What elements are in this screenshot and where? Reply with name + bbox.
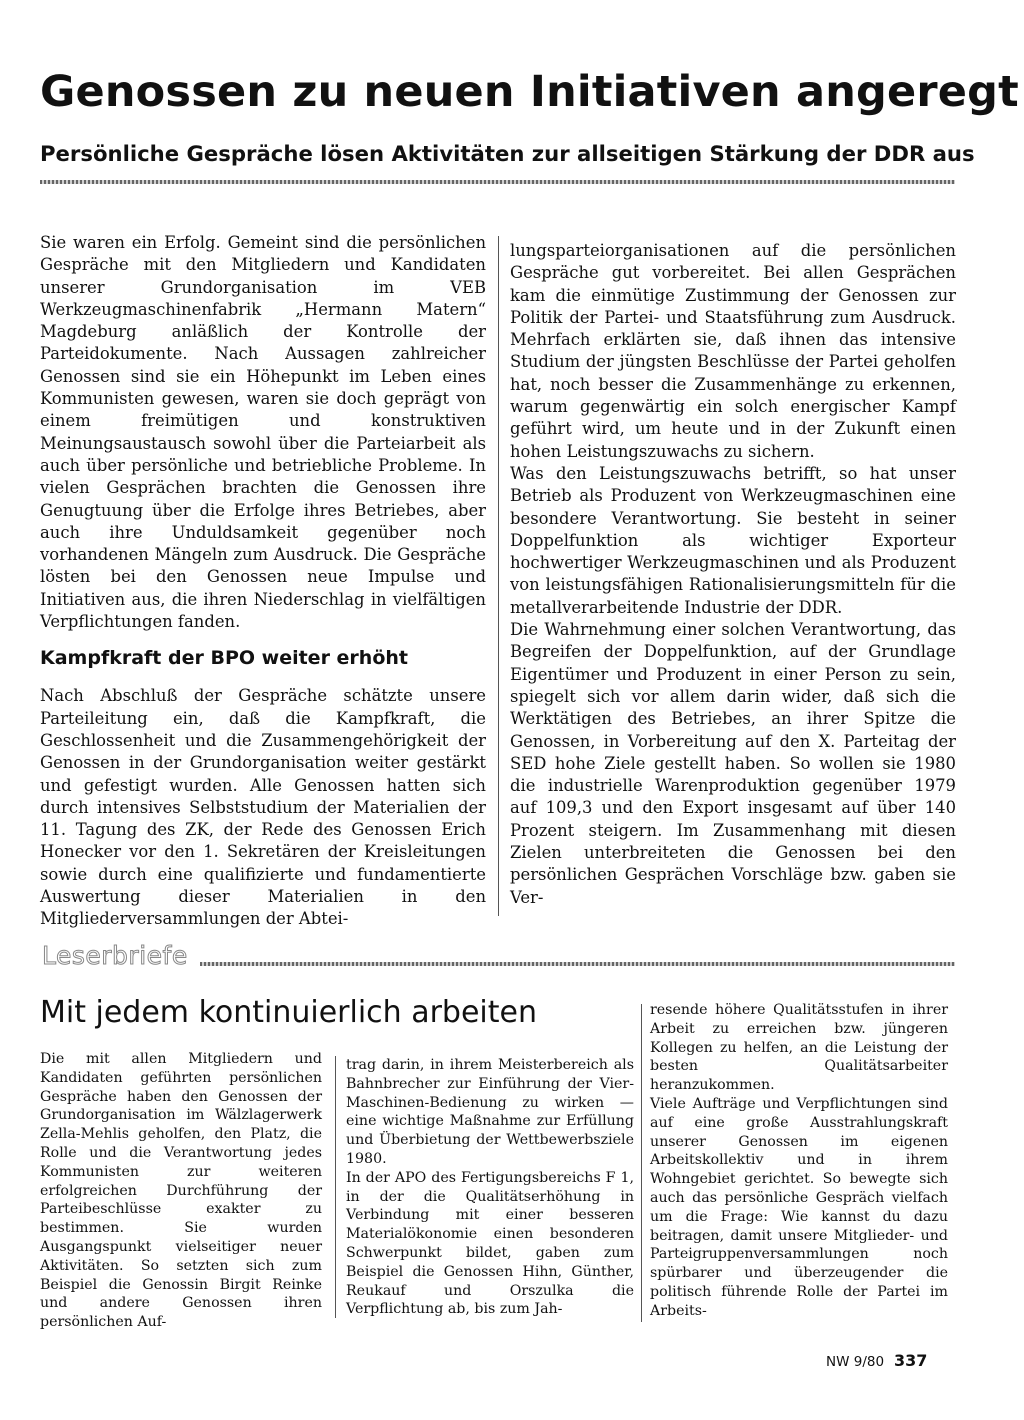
letter-column-1: [40, 1050, 322, 1332]
article-headline: Mit jedem kontinuierlich arbeiten: [40, 995, 537, 1030]
letter-column-3: [650, 1001, 948, 1321]
letter-paragraph: In der APO des Fertigungsbereichs F 1, in der die Qualitätserhöhung in Verbindung mit einer besseren Materialökonomie einen besonderen Schwerpunkt bildet, gaben zum Beispiel die Genossen Hihn, Günther, Reukauf und Orszulka die Verpflichtung ab, bis zum Jah-: [346, 1169, 634, 1318]
decorative-rule-section: [200, 962, 955, 966]
article-paragraph: Was den Leistungszuwachs betrifft, so hat unser Betrieb als Produzent von Werkzeugmaschinen eine besondere Verantwortung. Sie besteht in seiner Doppelfunktion als wichtiger Exporteur hochwertiger Werkzeugmaschinen und als Produzent von leistungsfähigen Rationalisierungsmitteln für die metallverarbeitende Industrie der DDR.: [510, 463, 956, 617]
column-divider: [335, 1056, 336, 1318]
issue-reference: NW 9/80: [826, 1354, 885, 1370]
section-label: Leserbriefe: [42, 941, 188, 970]
article-column-1: [40, 232, 486, 931]
headline: Genossen zu neuen Initiativen angeregt: [40, 67, 1019, 117]
article-paragraph: lungsparteiorganisationen auf die persönlichen Gespräche gut vorbereitet. Bei allen Gesprächen kam die einmütige Zustimmung der Genossen zur Politik der Partei- und Staatsführung zum Ausdruck. Mehrfach erklärten sie, daß ihnen das intensive Studium der jüngsten Beschlüsse der Partei geholfen hat, noch besser die Zusammenhänge zu erkennen, warum gegenwärtig ein solch energischer Kampf geführt wird, um heute und in der Zukunft einen hohen Leistungszuwachs zu sichern.: [510, 241, 956, 461]
article-paragraph: Sie waren ein Erfolg. Gemeint sind die persönlichen Gespräche mit den Mitgliedern und Kandidaten unserer Grundorganisation im VEB Werkzeugmaschinenfabrik „Hermann Matern“ Magdeburg anläßlich der Kontrolle der Parteidokumente. Nach Aussagen zahlreicher Genossen sind sie ein Höhepunkt im Leben eines Kommunisten gewesen, waren sie doch geprägt von einem freimütigen und konstruktiven Meinungsaustausch sowohl über die Parteiarbeit als auch über persönliche und betriebliche Probleme. In vielen Gesprächen brachten die Genossen ihre Genugtuung über die Erfolge ihres Betriebes, aber auch ihre Unduldsamkeit gegenüber noch vorhandenen Mängeln zum Ausdruck. Die Gespräche lösten bei den Genossen neue Impulse und Initiativen aus, die ihren Niederschlag in vielfältigen Verpflichtungen fanden.: [40, 233, 486, 632]
letter-paragraph: Die mit allen Mitgliedern und Kandidaten geführten persönlichen Gespräche haben den Genossen der Grundorganisation im Wälzlagerwerk Zella-Mehlis geholfen, den Platz, die Rolle und die Verantwortung jedes Kommunisten zur weiteren erfolgreichen Durchführung der Parteibeschlüsse exakter zu bestimmen. Sie wurden Ausgangspunkt vielseitiger neuer Aktivitäten. So setzten sich zum Beispiel die Genossin Birgit Reinke und andere Genossen ihren persönlichen Auf-: [40, 1051, 322, 1331]
article-paragraph: Nach Abschluß der Gespräche schätzte unsere Parteileitung ein, daß die Kampfkraft, die Geschlossenheit und die Zusammengehörigkeit der Genossen in der Grundorganisation weiter gestärkt und gefestigt wurden. Alle Genossen hatten sich durch intensives Selbststudium der Materialien der 11. Tagung des ZK, der Rede des Genossen Erich Honecker vor den 1. Sekretären der Kreisleitungen sowie durch eine qualifizierte und fundamentierte Auswertung dieser Materialien in den Mitgliederversammlungen der Abtei-: [40, 686, 486, 929]
letter-column-2: [346, 1056, 634, 1319]
page-number: 337: [894, 1351, 928, 1370]
letter-paragraph: resende höhere Qualitätsstufen in ihrer Arbeit zu erreichen bzw. jüngeren Kollegen zu helfen, an die Leistung der besten Qualitätsarbeiter heranzukommen.: [650, 1002, 948, 1094]
decorative-rule-top: [40, 180, 955, 184]
article-paragraph: Die Wahrnehmung einer solchen Verantwortung, das Begreifen der Doppelfunktion, auf der Grundlage Eigentümer und Produzent in einer Person zu sein, spiegelt sich vor allem darin wider, daß sich die Werktätigen des Betriebes, an ihrer Spitze die Genossen, in Vorbereitung auf den X. Parteitag der SED hohe Ziele gestellt haben. So wollen sie 1980 die industrielle Warenproduktion gegenüber 1979 auf 109,3 und den Export insgesamt auf über 140 Prozent steigern. Im Zusammenhang mit diesen Zielen unterbreiteten die Genossen bei den persönlichen Gesprächen Vorschläge bzw. gaben sie Ver-: [510, 620, 956, 907]
section-heading: Kampfkraft der BPO weiter erhöht: [40, 647, 408, 670]
column-divider: [641, 1004, 642, 1322]
letter-paragraph: trag darin, in ihrem Meisterbereich als Bahnbrecher zur Einführung der Vier-Maschinen-Bedienung zu wirken — eine wichtige Maßnahme zur Erfüllung und Überbietung der Wettbewerbsziele 1980.: [346, 1057, 634, 1167]
column-divider: [498, 236, 499, 916]
article-column-2: [510, 240, 956, 909]
subheadline: Persönliche Gespräche lösen Aktivitäten zur allseitigen Stärkung der DDR aus: [40, 141, 975, 166]
letter-paragraph: Viele Aufträge und Verpflichtungen sind auf eine große Ausstrahlungskraft unserer Genossen im eigenen Arbeitskollektiv und in ihrem Wohngebiet gerichtet. So bewegte sich auch das persönliche Gespräch vielfach um die Frage: Wie kannst du dazu beitragen, damit unsere Mitglieder- und Parteigruppenversammlungen noch spürbarer und überzeugender die politisch führende Rolle der Partei im Arbeits-: [650, 1095, 948, 1319]
